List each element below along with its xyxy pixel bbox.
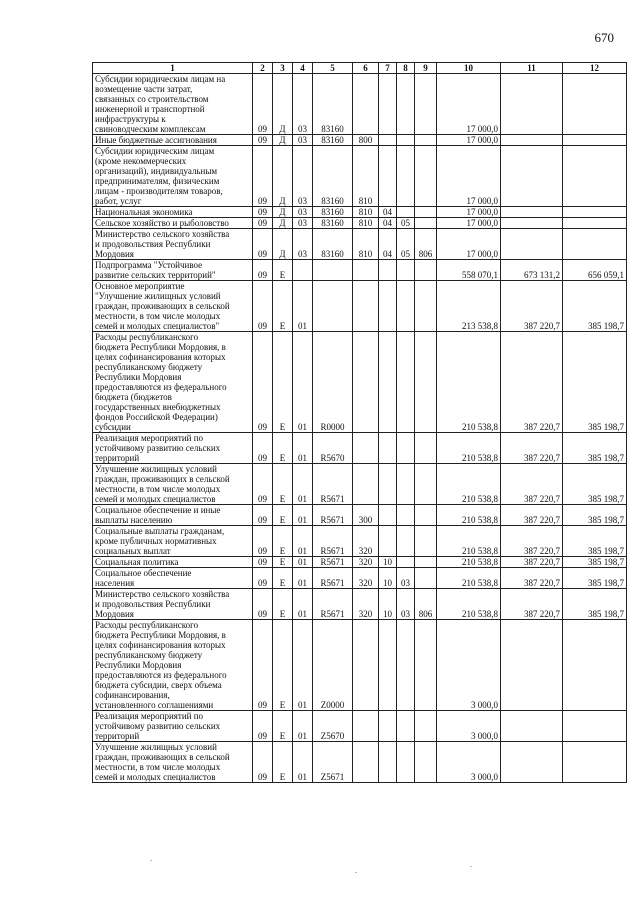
row-cell-c4: 01: [293, 557, 313, 568]
row-name: Социальное обеспечение и иные выплаты населению: [93, 505, 253, 526]
row-cell-c11: [501, 711, 563, 742]
row-cell-c9: [415, 332, 437, 433]
row-cell-c2: 09: [253, 260, 273, 281]
row-name: Социальная политика: [93, 557, 253, 568]
row-cell-c6: 320: [353, 557, 379, 568]
row-cell-c5: 83160: [313, 207, 353, 218]
row-cell-c5: R5671: [313, 464, 353, 505]
row-cell-c8: 03: [397, 589, 415, 620]
row-cell-c5: R5671: [313, 526, 353, 557]
row-cell-c9: [415, 526, 437, 557]
row-name: Субсидии юридическим лицам (кроме некоммерческих организаций), индивидуальным предпринимателям, физическим лицам - производителям товаров, работ, услуг: [93, 146, 253, 207]
row-cell-c5: 83160: [313, 229, 353, 260]
row-cell-c9: [415, 568, 437, 589]
row-cell-c4: [293, 260, 313, 281]
row-cell-c8: [397, 146, 415, 207]
row-cell-c5: 83160: [313, 74, 353, 135]
row-cell-c7: [379, 620, 397, 711]
row-cell-c6: [353, 74, 379, 135]
header-cell: 4: [293, 63, 313, 74]
row-cell-c9: [415, 281, 437, 332]
row-cell-c11: 387 220,7: [501, 568, 563, 589]
header-cell: 8: [397, 63, 415, 74]
row-cell-c7: [379, 146, 397, 207]
row-cell-c6: [353, 620, 379, 711]
row-name: Министерство сельского хозяйства и продовольствия Республики Мордовия: [93, 589, 253, 620]
row-cell-c8: [397, 332, 415, 433]
row-cell-c7: [379, 332, 397, 433]
row-cell-c11: [501, 135, 563, 146]
row-name: Реализация мероприятий по устойчивому развитию сельских территорий: [93, 711, 253, 742]
row-cell-c2: 09: [253, 589, 273, 620]
table-row: [93, 433, 627, 464]
row-cell-c2: 09: [253, 207, 273, 218]
budget-table: [92, 62, 627, 783]
row-cell-c3: Е: [273, 711, 293, 742]
table-row: [93, 464, 627, 505]
row-cell-c6: 810: [353, 218, 379, 229]
row-cell-c10: 17 000,0: [437, 74, 501, 135]
row-cell-c5: 83160: [313, 146, 353, 207]
row-cell-c2: 09: [253, 332, 273, 433]
header-cell: 12: [563, 63, 627, 74]
row-cell-c9: [415, 135, 437, 146]
row-cell-c4: 03: [293, 218, 313, 229]
row-cell-c5: R5671: [313, 568, 353, 589]
row-cell-c11: 387 220,7: [501, 433, 563, 464]
row-cell-c11: [501, 742, 563, 783]
row-cell-c4: 01: [293, 742, 313, 783]
row-cell-c8: 05: [397, 218, 415, 229]
row-name: Подпрограмма "Устойчивое развитие сельских территорий": [93, 260, 253, 281]
row-cell-c6: [353, 464, 379, 505]
row-cell-c5: R5671: [313, 505, 353, 526]
row-cell-c6: [353, 332, 379, 433]
row-cell-c7: [379, 74, 397, 135]
row-cell-c5: R0000: [313, 332, 353, 433]
row-cell-c4: 01: [293, 711, 313, 742]
row-cell-c4: 01: [293, 568, 313, 589]
row-cell-c9: [415, 742, 437, 783]
row-cell-c7: [379, 742, 397, 783]
table-row: [93, 74, 627, 135]
row-cell-c7: [379, 135, 397, 146]
header-cell: 1: [93, 63, 253, 74]
row-cell-c3: Д: [273, 146, 293, 207]
row-cell-c12: 385 198,7: [563, 281, 627, 332]
row-cell-c2: 09: [253, 433, 273, 464]
row-cell-c2: 09: [253, 218, 273, 229]
row-cell-c6: 300: [353, 505, 379, 526]
row-cell-c4: 01: [293, 332, 313, 433]
table-row: [93, 620, 627, 711]
row-cell-c7: 04: [379, 207, 397, 218]
row-name: Министерство сельского хозяйства и продовольствия Республики Мордовия: [93, 229, 253, 260]
row-cell-c7: 10: [379, 557, 397, 568]
row-cell-c6: [353, 433, 379, 464]
row-cell-c4: 01: [293, 526, 313, 557]
row-cell-c7: 04: [379, 218, 397, 229]
row-cell-c4: 01: [293, 589, 313, 620]
table-row: [93, 568, 627, 589]
table-row: [93, 557, 627, 568]
row-name: Расходы республиканского бюджета Республики Мордовия, в целях софинансирования которых республиканскому бюджету Республики Мордовия предоставляются из федерального бюджета субсидии, сверх объема софинансирования, установленного соглашениями: [93, 620, 253, 711]
row-name: Иные бюджетные ассигнования: [93, 135, 253, 146]
row-cell-c9: [415, 505, 437, 526]
row-name: Социальное обеспечение населения: [93, 568, 253, 589]
row-cell-c8: [397, 260, 415, 281]
table-row: [93, 711, 627, 742]
row-cell-c6: 810: [353, 229, 379, 260]
row-cell-c3: Е: [273, 620, 293, 711]
row-cell-c2: 09: [253, 146, 273, 207]
row-cell-c2: 09: [253, 135, 273, 146]
row-cell-c4: 01: [293, 281, 313, 332]
row-cell-c7: 10: [379, 568, 397, 589]
row-cell-c3: Д: [273, 218, 293, 229]
row-cell-c3: Е: [273, 433, 293, 464]
row-cell-c6: 800: [353, 135, 379, 146]
row-cell-c6: 320: [353, 568, 379, 589]
row-cell-c12: 385 198,7: [563, 332, 627, 433]
row-cell-c8: [397, 557, 415, 568]
row-cell-c10: 210 538,8: [437, 526, 501, 557]
row-cell-c10: 17 000,0: [437, 218, 501, 229]
row-cell-c7: [379, 711, 397, 742]
row-cell-c3: Д: [273, 74, 293, 135]
row-cell-c2: 09: [253, 557, 273, 568]
row-cell-c5: 83160: [313, 218, 353, 229]
row-cell-c5: 83160: [313, 135, 353, 146]
scan-speck: [470, 866, 472, 867]
row-cell-c10: 210 538,8: [437, 589, 501, 620]
row-name: Национальная экономика: [93, 207, 253, 218]
row-cell-c11: 387 220,7: [501, 526, 563, 557]
row-cell-c12: 656 059,1: [563, 260, 627, 281]
row-cell-c8: [397, 207, 415, 218]
table-row: [93, 135, 627, 146]
row-cell-c10: 210 538,8: [437, 568, 501, 589]
row-cell-c9: [415, 146, 437, 207]
row-cell-c9: [415, 260, 437, 281]
row-cell-c7: [379, 505, 397, 526]
table-row: [93, 526, 627, 557]
row-cell-c12: [563, 74, 627, 135]
table-row: [93, 332, 627, 433]
row-cell-c12: [563, 229, 627, 260]
row-cell-c8: [397, 742, 415, 783]
row-cell-c9: 806: [415, 229, 437, 260]
row-cell-c8: [397, 433, 415, 464]
row-cell-c6: [353, 260, 379, 281]
table-row: [93, 218, 627, 229]
row-cell-c12: [563, 620, 627, 711]
row-cell-c8: [397, 135, 415, 146]
row-cell-c3: Д: [273, 229, 293, 260]
row-cell-c5: R5671: [313, 589, 353, 620]
row-cell-c2: 09: [253, 229, 273, 260]
row-cell-c2: 09: [253, 74, 273, 135]
row-cell-c6: 810: [353, 146, 379, 207]
row-cell-c12: [563, 146, 627, 207]
row-cell-c7: 10: [379, 589, 397, 620]
header-cell: 10: [437, 63, 501, 74]
row-name: Расходы республиканского бюджета Республики Мордовия, в целях софинансирования которых республиканскому бюджету Республики Мордовия предоставляются из федерального бюджета (бюджетов государственных внебюджетных фондов Российской Федерации) субсидии: [93, 332, 253, 433]
row-cell-c2: 09: [253, 526, 273, 557]
row-cell-c10: 210 538,8: [437, 332, 501, 433]
row-cell-c10: 17 000,0: [437, 135, 501, 146]
row-cell-c11: [501, 620, 563, 711]
table-row: [93, 229, 627, 260]
header-cell: 5: [313, 63, 353, 74]
row-cell-c9: [415, 218, 437, 229]
row-cell-c11: [501, 207, 563, 218]
table-body: [93, 74, 627, 783]
row-cell-c11: [501, 229, 563, 260]
row-cell-c3: Е: [273, 742, 293, 783]
scan-speck: [150, 860, 152, 861]
row-cell-c3: Д: [273, 207, 293, 218]
table-row: [93, 146, 627, 207]
row-name: Субсидии юридическим лицам на возмещение части затрат, связанных со строительством инженерной и транспортной инфраструктуры к свиноводческим комплексам: [93, 74, 253, 135]
row-cell-c8: [397, 281, 415, 332]
row-cell-c4: 01: [293, 505, 313, 526]
row-cell-c9: [415, 74, 437, 135]
row-cell-c2: 09: [253, 281, 273, 332]
row-cell-c2: 09: [253, 505, 273, 526]
row-cell-c12: 385 198,7: [563, 433, 627, 464]
row-cell-c11: 387 220,7: [501, 332, 563, 433]
row-cell-c6: [353, 281, 379, 332]
row-cell-c6: [353, 742, 379, 783]
row-cell-c11: [501, 218, 563, 229]
header-cell: 9: [415, 63, 437, 74]
row-cell-c10: 3 000,0: [437, 620, 501, 711]
table-row: [93, 260, 627, 281]
table-row: [93, 505, 627, 526]
row-cell-c4: 03: [293, 146, 313, 207]
row-cell-c12: 385 198,7: [563, 589, 627, 620]
row-cell-c6: 810: [353, 207, 379, 218]
row-cell-c4: 03: [293, 135, 313, 146]
row-cell-c12: [563, 207, 627, 218]
row-cell-c3: Д: [273, 135, 293, 146]
row-cell-c12: 385 198,7: [563, 568, 627, 589]
row-cell-c3: Е: [273, 589, 293, 620]
header-cell: 7: [379, 63, 397, 74]
row-cell-c8: [397, 711, 415, 742]
table-row: [93, 281, 627, 332]
row-cell-c9: [415, 620, 437, 711]
row-cell-c8: [397, 464, 415, 505]
row-name: Социальные выплаты гражданам, кроме публичных нормативных социальных выплат: [93, 526, 253, 557]
row-cell-c8: 03: [397, 568, 415, 589]
row-name: Улучшение жилищных условий граждан, проживающих в сельской местности, в том числе молодых семей и молодых специалистов: [93, 464, 253, 505]
row-cell-c10: 210 538,8: [437, 433, 501, 464]
row-cell-c10: 17 000,0: [437, 207, 501, 218]
row-cell-c12: 385 198,7: [563, 557, 627, 568]
row-cell-c3: Е: [273, 332, 293, 433]
row-cell-c3: Е: [273, 505, 293, 526]
row-cell-c9: [415, 464, 437, 505]
row-cell-c9: [415, 207, 437, 218]
row-name: Основное мероприятие "Улучшение жилищных условий граждан, проживающих в сельской местности, в том числе молодых семей и молодых специалистов": [93, 281, 253, 332]
row-cell-c2: 09: [253, 742, 273, 783]
row-cell-c11: 387 220,7: [501, 557, 563, 568]
row-cell-c11: 387 220,7: [501, 464, 563, 505]
row-cell-c8: 05: [397, 229, 415, 260]
row-cell-c12: [563, 742, 627, 783]
row-cell-c10: 558 070,1: [437, 260, 501, 281]
row-cell-c11: 387 220,7: [501, 281, 563, 332]
row-cell-c6: [353, 711, 379, 742]
row-cell-c12: 385 198,7: [563, 526, 627, 557]
row-cell-c11: 387 220,7: [501, 505, 563, 526]
row-cell-c3: Е: [273, 557, 293, 568]
row-cell-c12: 385 198,7: [563, 505, 627, 526]
row-cell-c4: 01: [293, 433, 313, 464]
row-cell-c10: 210 538,8: [437, 557, 501, 568]
row-cell-c10: 210 538,8: [437, 505, 501, 526]
row-cell-c7: [379, 260, 397, 281]
row-cell-c5: Z5670: [313, 711, 353, 742]
row-name: Улучшение жилищных условий граждан, проживающих в сельской местности, в том числе молодых семей и молодых специалистов: [93, 742, 253, 783]
row-cell-c5: [313, 281, 353, 332]
row-cell-c3: Е: [273, 281, 293, 332]
row-cell-c2: 09: [253, 464, 273, 505]
header-cell: 6: [353, 63, 379, 74]
row-cell-c5: R5671: [313, 557, 353, 568]
row-name: Реализация мероприятий по устойчивому развитию сельских территорий: [93, 433, 253, 464]
row-name: Сельское хозяйство и рыболовство: [93, 218, 253, 229]
row-cell-c4: 03: [293, 74, 313, 135]
row-cell-c3: Е: [273, 260, 293, 281]
row-cell-c4: 03: [293, 207, 313, 218]
header-cell: 3: [273, 63, 293, 74]
row-cell-c8: [397, 505, 415, 526]
header-cell: 2: [253, 63, 273, 74]
row-cell-c3: Е: [273, 464, 293, 505]
row-cell-c5: Z5671: [313, 742, 353, 783]
row-cell-c10: 17 000,0: [437, 146, 501, 207]
row-cell-c7: [379, 281, 397, 332]
row-cell-c2: 09: [253, 620, 273, 711]
row-cell-c8: [397, 526, 415, 557]
row-cell-c8: [397, 74, 415, 135]
row-cell-c9: [415, 557, 437, 568]
row-cell-c9: 806: [415, 589, 437, 620]
row-cell-c3: Е: [273, 568, 293, 589]
row-cell-c10: 213 538,8: [437, 281, 501, 332]
row-cell-c4: 03: [293, 229, 313, 260]
row-cell-c10: 210 538,8: [437, 464, 501, 505]
row-cell-c10: 3 000,0: [437, 742, 501, 783]
row-cell-c4: 01: [293, 464, 313, 505]
page-number: 670: [594, 30, 614, 45]
row-cell-c5: Z0000: [313, 620, 353, 711]
row-cell-c12: [563, 218, 627, 229]
row-cell-c2: 09: [253, 568, 273, 589]
row-cell-c3: Е: [273, 526, 293, 557]
row-cell-c5: R5670: [313, 433, 353, 464]
row-cell-c11: [501, 146, 563, 207]
row-cell-c8: [397, 620, 415, 711]
row-cell-c5: [313, 260, 353, 281]
header-cell: 11: [501, 63, 563, 74]
table-row: [93, 742, 627, 783]
row-cell-c10: 3 000,0: [437, 711, 501, 742]
row-cell-c6: 320: [353, 526, 379, 557]
scan-speck: [355, 872, 357, 873]
row-cell-c12: [563, 711, 627, 742]
row-cell-c11: 387 220,7: [501, 589, 563, 620]
row-cell-c11: 673 131,2: [501, 260, 563, 281]
row-cell-c6: 320: [353, 589, 379, 620]
row-cell-c12: 385 198,7: [563, 464, 627, 505]
table-row: [93, 589, 627, 620]
row-cell-c10: 17 000,0: [437, 229, 501, 260]
row-cell-c9: [415, 711, 437, 742]
row-cell-c7: 04: [379, 229, 397, 260]
row-cell-c11: [501, 74, 563, 135]
table-row: [93, 207, 627, 218]
row-cell-c2: 09: [253, 711, 273, 742]
row-cell-c7: [379, 526, 397, 557]
row-cell-c12: [563, 135, 627, 146]
table-header-row: [93, 63, 627, 74]
row-cell-c7: [379, 433, 397, 464]
row-cell-c9: [415, 433, 437, 464]
row-cell-c7: [379, 464, 397, 505]
row-cell-c4: 01: [293, 620, 313, 711]
